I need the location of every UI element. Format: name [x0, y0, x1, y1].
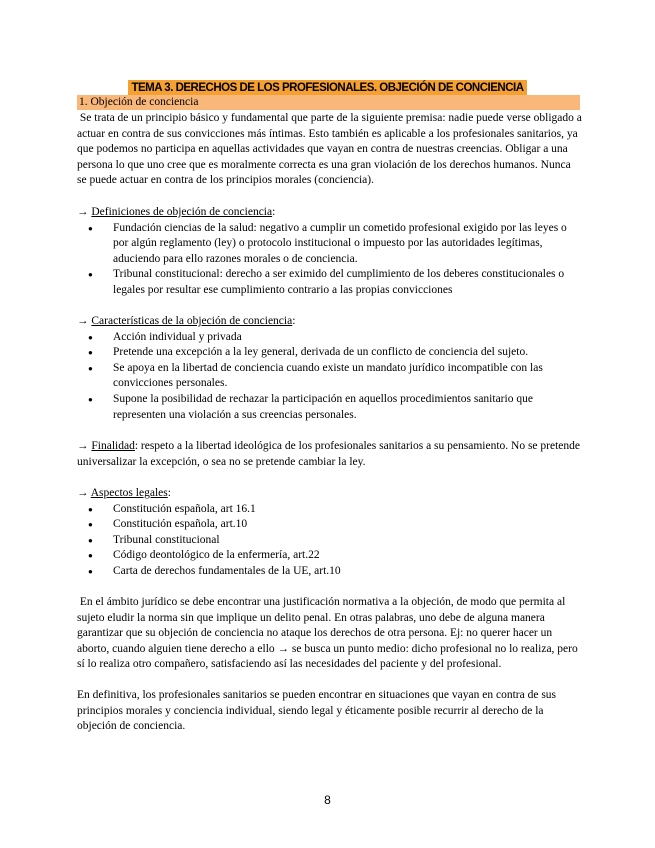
arrow-icon: → — [277, 642, 290, 655]
definiciones-list — [77, 221, 582, 299]
conclusion-block — [77, 688, 582, 735]
title-container — [0, 78, 655, 96]
finalidad-block — [77, 439, 582, 470]
list-item: ● Pretende una excepción a la ley general, derivada de un conflicto de conciencia del sujeto. — [84, 345, 582, 361]
arrow-icon: → — [77, 440, 89, 452]
caracteristicas-heading: → Características de la objeción de conciencia: — [77, 315, 296, 327]
list-item: ● Carta de derechos fundamentales de la UE, art.10 — [84, 564, 582, 580]
aspectos-heading: → Aspectos legales: — [77, 487, 171, 499]
page-number: 8 — [324, 793, 331, 807]
intro-paragraph: Se trata de un principio básico y fundamental que parte de la siguiente premisa: nadie puede verse obligado a actuar en contra de sus convicciones más íntimas. Esto también es aplicable a los profesionales sanitarios, ya que podemos no participa en aquellas actividades que vayan en contra de nuestras creencias. Obligar a una persona lo que uno cree que es moralmente correcta es una gran violación de los derechos humanos. Nunca se puede actuar en contra de los principios morales (conciencia). — [77, 112, 582, 187]
list-item: ● Supone la posibilidad de rechazar la participación en aquellos procedimientos sanitario que representen una violación a sus creencias personales. — [84, 392, 582, 423]
aspectos-block — [77, 486, 582, 580]
list-item: ● Fundación ciencias de la salud: negativo a cumplir un cometido profesional exigido por las leyes o por algún reglamento (ley) o protocolo institucional o impuesto por las autoridades legítimas, aduciendo para ello razones morales o de conciencia. — [84, 221, 582, 268]
definiciones-heading: → Definiciones de objeción de conciencia: — [77, 206, 276, 218]
arrow-icon: → — [77, 206, 89, 218]
list-item: ● Constitución española, art 16.1 — [84, 502, 582, 518]
aspectos-list — [77, 502, 582, 580]
intro-block — [77, 111, 582, 189]
juridico-block — [77, 595, 582, 673]
conclusion-paragraph: En definitiva, los profesionales sanitarios se pueden encontrar en situaciones que vayan en contra de sus principios morales y conciencia individual, siendo legal y éticamente posible recurrir al derecho de la objeción de conciencia. — [77, 689, 557, 733]
list-item: ● Tribunal constitucional — [84, 533, 582, 549]
caracteristicas-block — [77, 314, 582, 423]
arrow-icon: → — [77, 315, 89, 327]
list-item: ● Acción individual y privada — [84, 330, 582, 346]
list-item: ● Código deontológico de la enfermería, art.22 — [84, 548, 582, 564]
caracteristicas-list — [77, 330, 582, 424]
section-heading: 1. Objeción de conciencia — [77, 95, 580, 110]
list-item: ● Constitución española, art.10 — [84, 517, 582, 533]
arrow-icon: → — [77, 487, 89, 499]
definiciones-block — [77, 205, 582, 299]
list-item: ● Se apoya en la libertad de conciencia cuando existe un mandato jurídico incompatible con las convicciones personales. — [84, 361, 582, 392]
list-item: ● Tribunal constitucional: derecho a ser eximido del cumplimiento de los deberes constitucionales o legales por resultar ese cumplimiento contrario a las propias convicciones — [84, 267, 582, 298]
page-title: TEMA 3. DERECHOS DE LOS PROFESIONALES. OBJECIÓN DE CONCIENCIA — [128, 80, 526, 96]
juridico-paragraph: En el ámbito jurídico se debe encontrar una justificación normativa a la objeción, de modo que permita al sujeto eludir la norma sin que implique un delito penal. En otras palabras, uno debe de alguna manera garantizar que su objeción de conciencia no ataque los derechos de otra persona. Ej: no querer hacer un aborto, cuando alguien tiene derecho a ello → se busca un punto medio: dicho profesional no lo realiza, pero sí lo realiza otro compañero, satisfaciendo así las necesidades del paciente y del profesional. — [77, 596, 578, 671]
finalidad-paragraph: → Finalidad: respeto a la libertad ideológica de los profesionales sanitarios a su pensamiento. No se pretende universalizar la excepción, o sea no se pretende cambiar la ley. — [77, 440, 580, 468]
